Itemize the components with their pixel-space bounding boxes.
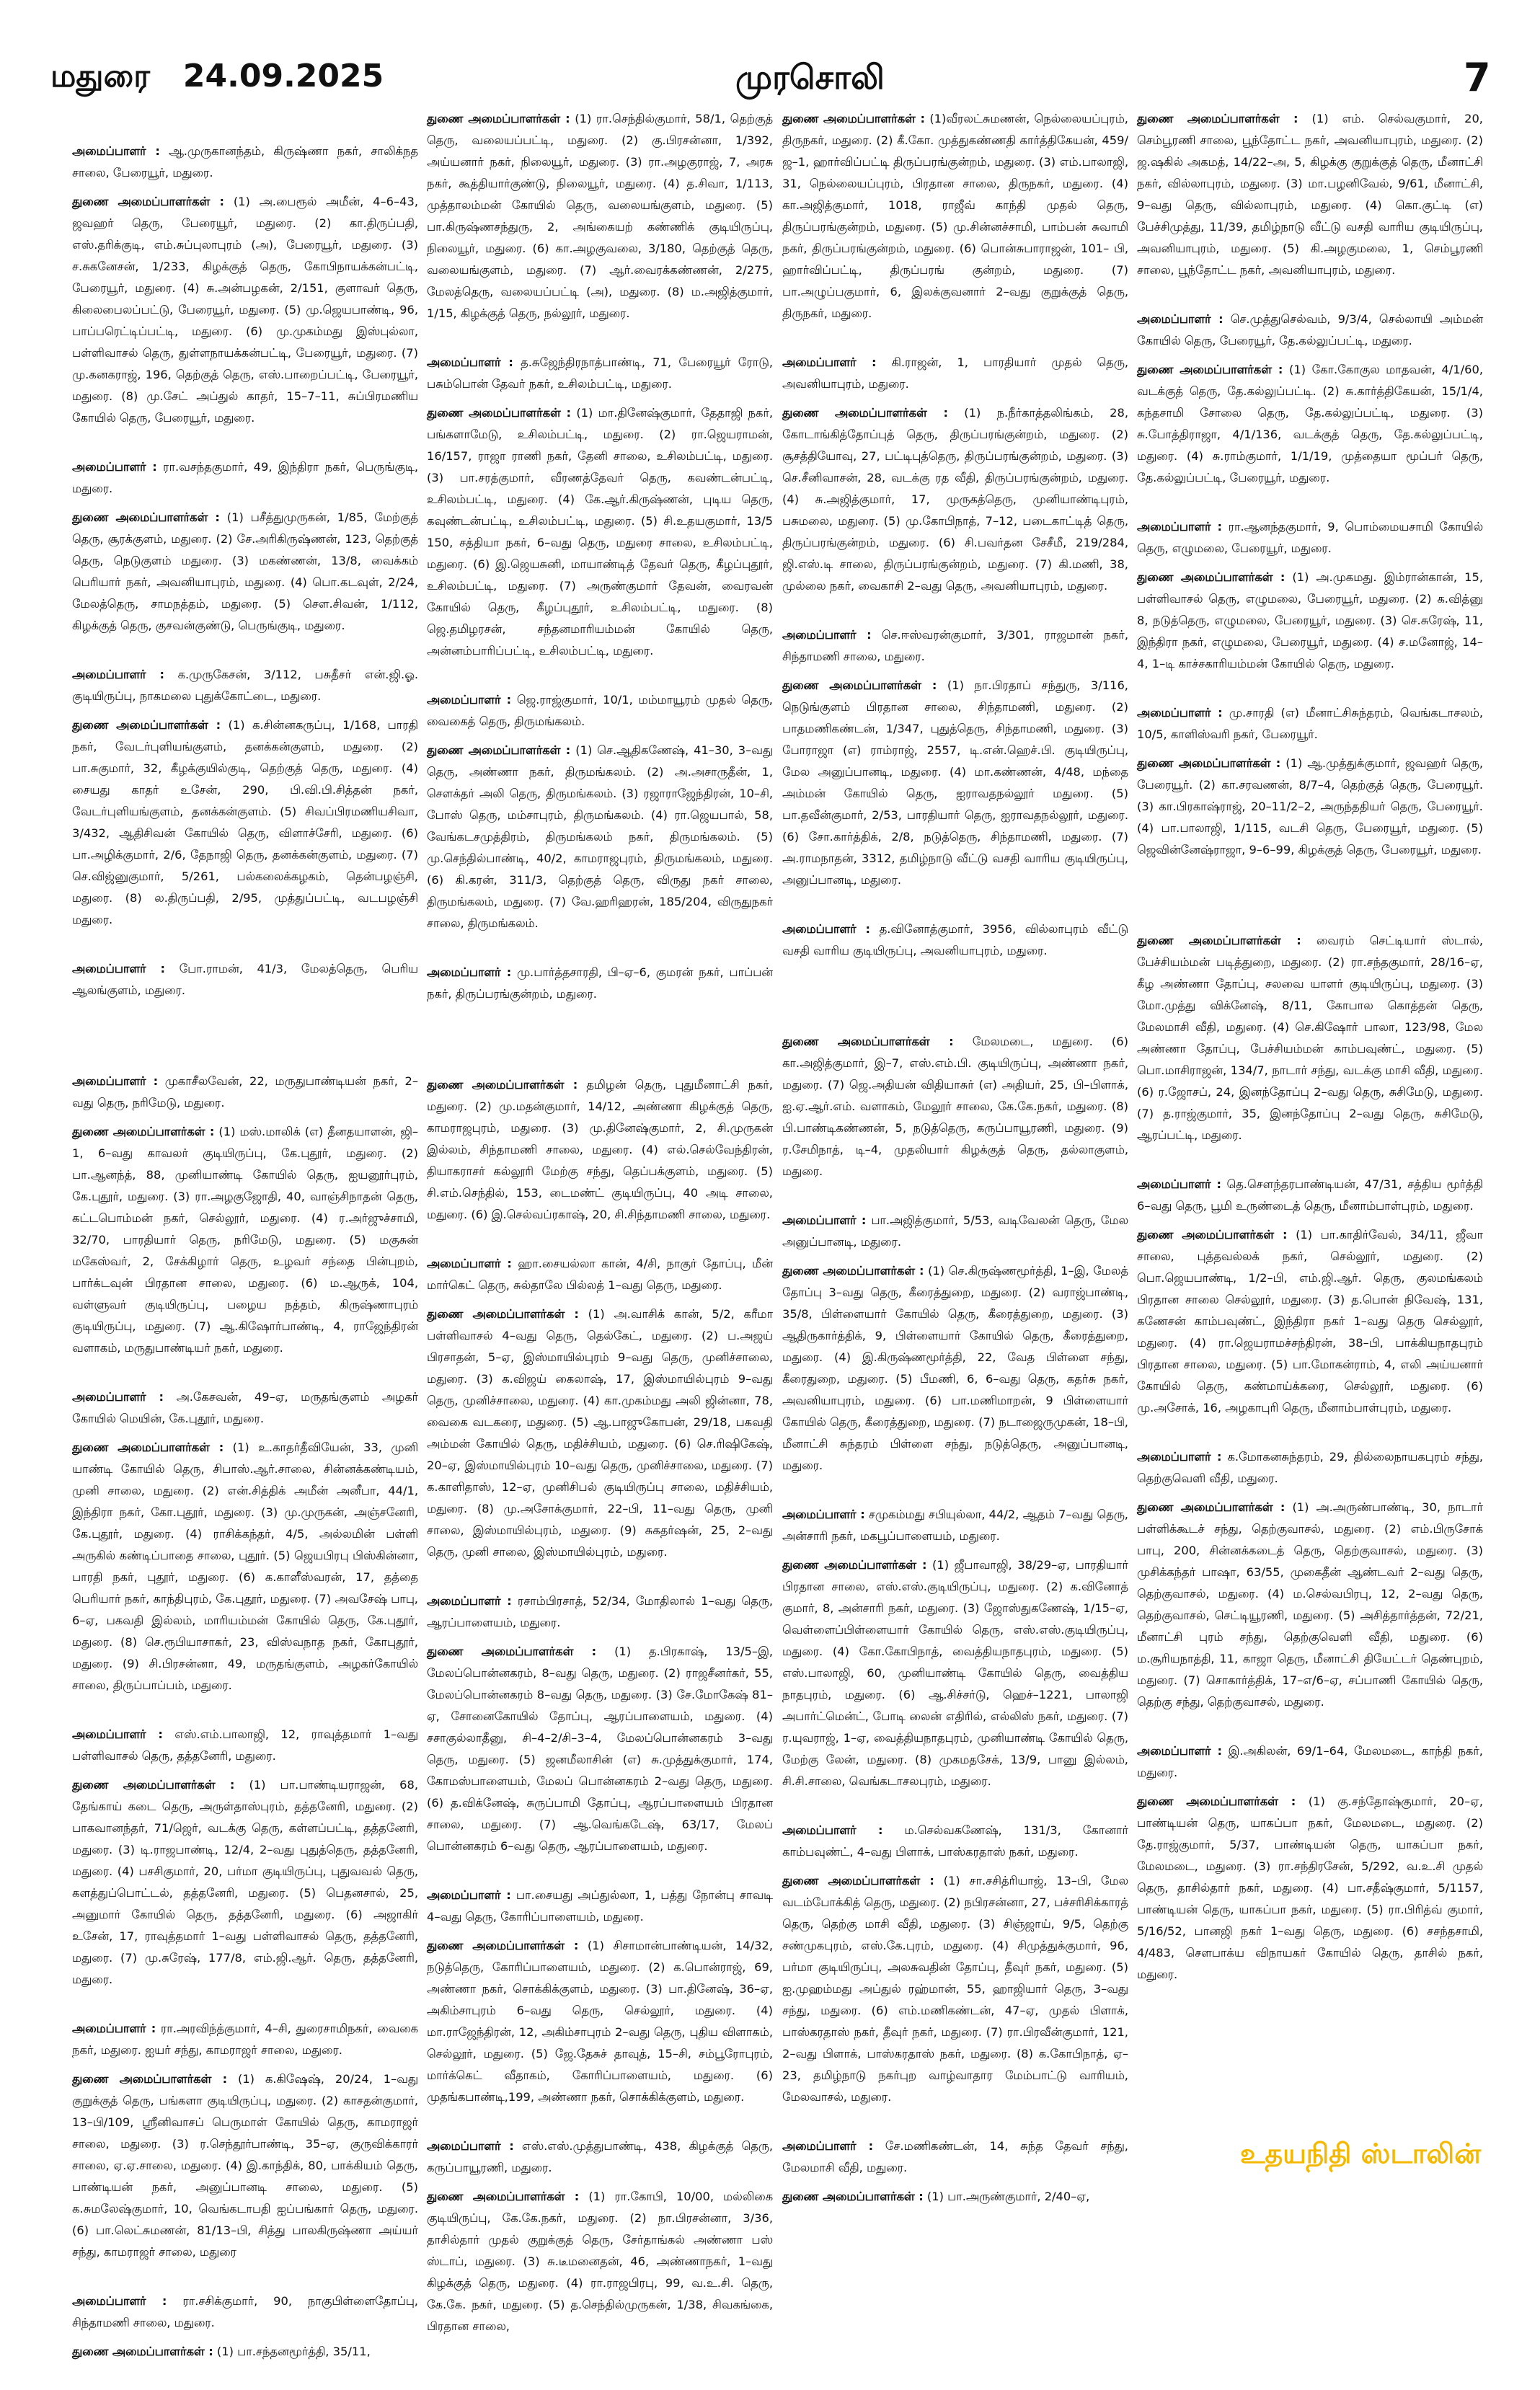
deputy-organizers-line bbox=[427, 1074, 773, 1226]
organizer-line bbox=[782, 919, 1128, 962]
appointment-entry bbox=[1137, 1174, 1483, 1419]
organizer-label: அமைப்பாளர் : bbox=[427, 1257, 512, 1270]
organizer-value: ஜெ.ராஜ்குமார், 10/1, மம்மாயூரம் முதல் தெரு, வைகைத் தெரு, திருமங்கலம். bbox=[427, 693, 773, 728]
deputy-organizers-line bbox=[782, 1260, 1128, 1477]
deputy-organizers-line bbox=[782, 108, 1128, 324]
appointment-entry bbox=[782, 624, 1128, 891]
header-date: 24.09.2025 bbox=[182, 58, 384, 94]
organizer-label: அமைப்பாளர் : bbox=[782, 1508, 865, 1521]
organizer-line bbox=[427, 352, 773, 395]
appointment-entry bbox=[72, 664, 418, 931]
deputy-label: துணை அமைப்பாளர்கள் : bbox=[1137, 1794, 1296, 1808]
deputy-value: (1) செ.ஆதிகணேஷ், 41–30, 3–வது தெரு, அண்ணா நகர், திருமங்கலம். (2) அ.அசாருதீன், 1, சௌக்தர் அலி தெரு, திருமங்கலம். (3) ரஜாராஜேந்திரன், 10–சி, போஸ் தெரு, மம்சாபுரம், திருமங்கலம். (4) ரா.ஜெயபால், 58, வேங்கடசமுத்திரம், திருமங்கலம் நகர், திருமங்கலம். (5) மு.செந்தில்பாண்டி, 40/2, காமராஜபுரம், திருமங்கலம், மதுரை. (6) கி.கரன், 311/3, தெற்குத் தெரு, விருது நகர் சாலை, திருமங்கலம், மதுரை. (7) வே.ஹரிஹரன், 185/204, விருதுநகர் சாலை, திருமங்கலம். bbox=[427, 743, 773, 930]
appointment-entry bbox=[72, 1724, 418, 1991]
organizer-label: அமைப்பாளர் : bbox=[427, 1888, 511, 1902]
deputy-label: துணை அமைப்பாளர்கள் : bbox=[427, 2190, 580, 2203]
deputy-organizers-line bbox=[1137, 1224, 1483, 1419]
deputy-label: துணை அமைப்பாளர்கள் : bbox=[427, 1307, 579, 1321]
deputy-label: துணை அமைப்பாளர்கள் : bbox=[72, 1440, 224, 1454]
deputy-organizers-line bbox=[1137, 1497, 1483, 1713]
appointment-entry bbox=[427, 2135, 773, 2337]
deputy-value: (1) க.கிஷேஷ், 20/24, 1–வது குறுக்குத் தெரு, பங்களா குடியிருப்பு, மதுரை. (2) காசதன்குமார், 13–பி/109, ஸ்ரீனிவாசப் பெருமாள் கோயில் தெரு, காமராஜர் சாலை, மதுரை. (3) ர.செந்தூர்பாண்டி, 35–ஏ, குருவிக்காரர் சாலை, ஏ.ஏ.சாலை, மதுரை. (4) இ.காந்திக், 80, பாக்கியம் தெரு, பாண்டியன் நகர், அனுப்பானடி சாலை, மதுரை. (5) க.சுமலேஷ்குமார், 10, வெங்கடாபதி ஐப்பங்கார் தெரு, மதுரை. (6) பா.லெட்சுமணன், 81/13–பி, சித்து பாலகிருஷ்ணா அய்யர் சந்து, காமராஜர் சாலை, மதுரை bbox=[72, 2072, 418, 2259]
deputy-label: துணை அமைப்பாளர்கள் : bbox=[782, 1558, 927, 1572]
appointment-entry bbox=[1137, 702, 1483, 861]
organizer-line bbox=[1137, 1740, 1483, 1784]
organizer-value: க.முருகேசன், 3/112, பசுதீசர் என்.ஜி.ஓ. குடியிருப்பு, நாகமலை புதுக்கோட்டை, மதுரை. bbox=[72, 668, 419, 703]
organizer-line bbox=[1137, 516, 1483, 559]
appointment-entry bbox=[427, 962, 773, 1005]
organizer-label: அமைப்பாளர் : bbox=[427, 693, 512, 707]
deputy-value: (1) அ.வாசிக் கான், 5/2, கரீமா பள்ளிவாசல் 4–வது தெரு, தெல்கேட், மதுரை. (2) ப.அஜய் பிரசாதன், 5–ஏ, இஸ்மாயில்புரம் 9–வது தெரு, முனிச்சாலை, மதுரை. (3) க.விஜய் கைலாஷ், 17, இஸ்மாயில்புரம் 9–வது தெரு, முனிச்சாலை, மதுரை. (4) கா.முகம்மது அலி ஜின்னா, 78, வைகை வடகரை, மதுரை. (5) ஆ.பாஜுகோபன், 29/18, பகவதி அம்மன் கோயில் தெரு, மதிச்சியம், மதுரை. (6) செ.ரிஷிகேஷ், 20–ஏ, இஸ்மாயில்புரம் 10–வது தெரு, முனிச்சாலை, மதுரை. (7) க.காளிதாஸ், 12–ஏ, முனிசிபல் குடியிருப்பு சாலை, மதிச்சியம், மதுரை. (8) மு.அசோக்குமார், 22–பி, 11–வது தெரு, முனி சாலை, இஸ்மாயில்புரம், மதுரை. (9) சுகதர்ஷன், 25, 2–வது தெரு, முனி சாலை, இஸ்மாயில்புரம், மதுரை. bbox=[427, 1307, 773, 1559]
appointment-entry bbox=[782, 1210, 1128, 1477]
deputy-value: (1) நா.பிரதாப் சந்துரு, 3/116, நெடுங்குளம் பிரதான சாலை, சிந்தாமணி, மதுரை. (2) பாதமணிகண்டன், 1/347, புதுத்தெரு, சிந்தாமணி, மதுரை. (3) போராஜா (எ) ராம்ராஜ், 2557, டி.என்.ஹெச்.பி. குடியிருப்பு, மேல அனுப்பானடி, மதுரை. (4) மா.கண்ணன், 4/48, மந்தை அம்மன் கோயில் தெரு, ஐராவதநல்லூர் மதுரை. (5) பா.தவீன்குமார், 2/53, பாரதியார் தெரு, ஐராவதநல்லூர், மதுரை. (6) சோ.கார்த்திக், 2/8, நடுத்தெரு, சிந்தாமணி, மதுரை. (7) அ.ராமநாதன், 3312, தமிழ்நாடு வீட்டு வசதி வாரிய குடியிருப்பு, அனுப்பானடி, மதுரை. bbox=[782, 678, 1128, 887]
deputy-value: (1) பா.அருண்குமார், 2/40–ஏ, bbox=[926, 2190, 1090, 2203]
organizer-value: ரசாம்பிரசாத், 52/34, மோதிலால் 1–வது தெரு, ஆரப்பாளையம், மதுரை. bbox=[427, 1594, 773, 1629]
organizer-value: எஸ்.எஸ்.முத்துபாண்டி, 438, கிழக்குத் தெரு, கருப்பாயூரணி, மதுரை. bbox=[427, 2139, 773, 2174]
appointment-entry bbox=[782, 1820, 1128, 2108]
deputy-value: (1) செ.கிருஷ்ணமூர்த்தி, 1–இ, மேலத் தோப்பு 3–வது தெரு, கீரைத்துறை, மதுரை. (2) வராஜ்பாண்டி, 35/8, பிள்ளையார் கோயில் தெரு, கீரைத்துறை, மதுரை. (3) ஆதிருகார்த்திக், 9, பிள்ளையார் கோயில் தெரு, கீரைத்துறை, மதுரை. (4) இ.கிருஷ்ணமூர்த்தி, 22, வேத பிள்ளை சந்து, கீரைதுறை, மதுரை. (5) பீமணி, 6, 6–வது தெரு, கதர்சு நகர், அவனியாபுரம், மதுரை. (6) பா.மணிமாறன், 9 பிள்ளையார் கோயில் தெரு, கீரைத்துறை, மதுரை. (7) நடாஜைருமுகன், 18–பி, மீனாட்சி சுந்தரம் பிள்ளை சந்து, நடுத்தெரு, அனுப்பானடி, மதுரை. bbox=[782, 1264, 1128, 1472]
organizer-label: அமைப்பாளர் : bbox=[1137, 312, 1223, 326]
deputy-value: (1) சிசாமான்பாண்டியன், 14/32, நடுத்தெரு, கோரிப்பாளையம், மதுரை. (2) க.பொன்ராஜ், 69, அண்ணா நகர், சொக்கிக்குளம், மதுரை. (3) பா.தினேஷ், 36–ஏ, அகிம்சாபுரம் 6–வது தெரு, செல்லூர், மதுரை. (4) மா.ராஜேந்திரன், 12, அகிம்சாபுரம் 2–வது தெரு, புதிய விளாகம், செல்லூர், மதுரை. (5) ஜே.தேசுச் தாவுத், 15–சி, சம்பூரோபுரம், மார்க்கெட் வீதாகம், கோரிப்பாளையம், மதுரை. (6) முதங்கபாண்டி,199, அண்ணா நகர், சொக்கிக்குளம், மதுரை. bbox=[427, 1939, 773, 2104]
appointment-entry bbox=[72, 141, 418, 429]
organizer-value: செ.முத்துசெல்வம், 9/3/4, செல்லாயி அம்மன் கோயில் தெரு, பேரையூர், தே.கல்லுப்பட்டி, மதுரை. bbox=[1137, 312, 1483, 348]
organizer-label: அமைப்பாளர் : bbox=[72, 2294, 167, 2308]
deputy-value: (1) எம். செல்வகுமார், 20, செம்பூரணி சாலை, பூந்தோட்ட நகர், அவனியாபுரம், மதுரை. (2) ஜ.ஷகில் அகமத், 14/22–அ, 5, கிழக்கு குறுக்குத் தெரு, மீனாட்சி நகர், வில்லாபுரம், மதுரை. (3) மா.பழனிவேல், 9/61, மீனாட்சி, 9–வது தெரு, வில்லாபுரம், மதுரை. (4) கொ.குட்டி (எ) பேச்சிமுத்து, 11/39, தமிழ்நாடு வீட்டு வசதி வாரிய குடியிருப்பு, அவனியாபுரம், மதுரை. (5) கி.அழகுமலை, 1, செம்பூரணி சாலை, பூந்தோட்ட நகர், அவனியாபுரம், மதுரை. bbox=[1137, 112, 1483, 277]
deputy-label: துணை அமைப்பாளர்கள் : bbox=[782, 678, 937, 692]
organizer-value: ஹா.சையல்லா கான், 4/சி, நாகுர் தோப்பு, மீன் மார்கெட் தெரு, சுல்தாலே பில்லத் 1–வது தெரு, மதுரை. bbox=[427, 1257, 773, 1292]
organizer-value: ஆ.முருகானந்தம், கிருஷ்ணா நகர், சாலிக்நத சாலை, பேரையூர், மதுரை. bbox=[72, 144, 419, 180]
deputy-label: துணை அமைப்பாளர்கள் : bbox=[782, 1874, 934, 1887]
deputy-label: துணை அமைப்பாளர்கள் : bbox=[72, 2345, 213, 2358]
organizer-label: அமைப்பாளர் : bbox=[1137, 1177, 1222, 1191]
column-3 bbox=[782, 108, 1128, 2235]
deputy-label: துணை அமைப்பாளர்கள் : bbox=[782, 406, 948, 420]
deputy-value: (1) அ.முகமது. இம்ரான்கான், 15, பள்ளிவாசல் தெரு, எழுமலை, பேரையூர், மதுரை. (2) க.வித்னு 8, நடுத்தெரு, எழுமலை, பேரையூர், மதுரை. (3) செ.சுரேஷ், 11, இந்திரா நகர், எழுமலை, பேரையூர், மதுரை. (4) ச.மனோஜ், 14–4, 1–டி காச்சகாரியம்மன் கோயில் தெரு, மதுரை. bbox=[1137, 570, 1483, 670]
organizer-label: அமைப்பாளர் : bbox=[72, 2022, 156, 2035]
organizer-line bbox=[72, 958, 418, 1001]
organizer-value: எஸ்.எம்.பாலாஜி, 12, ராவுத்தமார் 1–வது பள்ளிவாசல் தெரு, தத்தனேரி, மதுரை. bbox=[72, 1727, 418, 1763]
deputy-label: துணை அமைப்பாளர்கள் : bbox=[427, 743, 571, 757]
appointment-entry bbox=[1137, 516, 1483, 675]
deputy-value: (1) கு.சந்தோஷ்குமார், 20–ஏ, பாண்டியன் தெரு, யாகப்பா நகர், மேலமடை, மதுரை. (2) தே.ராஜ்குமார், 5/37, பாண்டியன் தெரு, யாகப்பா நகர், மேலமடை, மதுரை. (3) ரா.சந்திரசேன், 5/292, வ.உ.சி முதல் தெரு, தாசில்தார் நகர், மதுரை. (4) பா.சதீஷ்குமார், 5/1157, பாண்டியன் தெரு, யாகப்பா நகர், மதுரை. (5) ரா.பிரித்வ் குமார், 5/16/52, பானஜி நகர் 1–வது தெரு, மதுரை. (6) சசந்தசாமி, 4/483, சௌபாக்ய விநாயகர் கோயில் தெரு, தாசில் நகர், மதுரை. bbox=[1137, 1794, 1484, 1981]
deputy-label: துணை அமைப்பாளர்கள் : bbox=[1137, 934, 1301, 947]
deputy-label: துணை அமைப்பாளர்கள் : bbox=[1137, 570, 1285, 584]
deputy-value: (1) ஆ.முத்துக்குமார், ஜவஹர் தெரு, பேரையூர். (2) கா.சரவணன், 8/7–4, தெற்குத் தெரு, பேரையூர். (3) கா.பிரகாஷ்ராஜ், 20–11/2–2, அருந்ததியர் தெரு, பேரையூர். (4) பா.பாலாஜி, 1/115, வடசி தெரு, பேரையூர், மதுரை. (5) ஜெவின்னேஷ்ராஜா, 9–6–99, கிழக்குத் தெரு, பேரையூர், மதுரை. bbox=[1137, 756, 1483, 857]
organizer-line bbox=[427, 689, 773, 733]
organizer-value: பா.சையது அப்துல்லா, 1, பத்து நோன்பு சாவடி 4–வது தெரு, கோரிப்பாளையம், மதுரை. bbox=[427, 1888, 773, 1924]
appointment-entry bbox=[427, 1074, 773, 1226]
organizer-value: த.வினோத்குமார், 3956, வில்லாபுரம் வீட்டு வசதி வாரிய குடியிருப்பு, அவனியாபுரம், மதுரை. bbox=[782, 922, 1128, 957]
deputy-value: (1) பா.காதிர்வேல், 34/11, ஜீவா சாலை, புத்தவல்லக் நகர், செல்லூர், மதுரை. (2) பொ.ஜெயபாண்டி, 1/2–பி, எம்.ஜி.ஆர். தெரு, குலமங்கலம் பிரதான சாலை செல்லூர், மதுரை. (3) த.பொன் நிவேஷ், 131, கணேசன் காம்பவுண்ட், இந்திரா நகர் 1–வது தெரு செல்லூர், மதுரை. (4) ரா.ஜெயராமச்சந்திரன், 38–பி, பாக்கியநாதபுரம் பிரதான சாலை, மதுரை. (5) பா.மோகன்ராம், 4, எலி அய்யனார் கோயில் தெரு, கண்மாய்க்கரை, செல்லூர், மதுரை. (6) மு.அசோக், 16, அழகாபுரி தெரு, மீனாம்பாள்புரம், மதுரை. bbox=[1137, 1228, 1483, 1415]
organizer-value: ரா.சசிக்குமார், 90, நாகுபிள்ளைதோப்பு, சிந்தாமணி சாலை, மதுரை. bbox=[72, 2294, 418, 2329]
appointment-entry bbox=[72, 2018, 418, 2263]
deputy-organizers-line bbox=[1137, 359, 1483, 489]
deputy-organizers-line bbox=[427, 2186, 773, 2337]
organizer-line bbox=[427, 1590, 773, 1634]
organizer-line bbox=[1137, 702, 1483, 745]
organizer-line bbox=[1137, 1174, 1483, 1217]
deputy-label: துணை அமைப்பாளர்கள் : bbox=[72, 1778, 235, 1792]
appointment-entry bbox=[427, 1885, 773, 2108]
appointment-entry bbox=[782, 352, 1128, 597]
organizer-line bbox=[782, 1504, 1128, 1547]
organizer-value: கி.ராஜன், 1, பாரதியார் முதல் தெரு, அவனியாபுரம், மதுரை. bbox=[782, 355, 1128, 391]
deputy-label: துணை அமைப்பாளர்கள் : bbox=[72, 510, 220, 524]
organizer-line bbox=[1137, 309, 1483, 352]
deputy-value: (1) ரா.கோபி, 10/00, மல்லிகை குடியிருப்பு, கே.கே.நகர், மதுரை. (2) நா.பிரசன்னா, 3/36, தாசில்தார் முதல் குறுக்குத் தெரு, சேர்தாங்கல் அண்ணா பஸ் ஸ்டாப், மதுரை. (3) சு.டீமனைதன், 46, அண்ணாநகர், 1–வது கிழக்குத் தெரு, மதுரை. (4) ரா.ராஜபிரபு, 99, வ.உ.சி. தெரு, கே.கே. நகர், மதுரை. (5) த.செந்தில்முருகன், 1/38, சிவகங்கை, பிரதான சாலை, bbox=[427, 2190, 773, 2333]
appointment-entry bbox=[72, 1071, 418, 1359]
deputy-organizers-line bbox=[427, 108, 773, 324]
deputy-organizers-line bbox=[782, 2186, 1128, 2208]
deputy-value: மேலமடை, மதுரை. (6) கா.அஜித்குமார், இ–7, எஸ்.எம்.பி. குடியிருப்பு, அண்ணா நகர், மதுரை. (7) ஜெ.அதியன் விதியாசுர் (எ) அதியர், 25, பி–பிளாக், ஐ.ஏ.ஆர்.எம். வளாகம், மேலூர் சாலை, கே.கே.நகர், மதுரை. (8) பி.பாண்டிகண்ணன், 5, நடுத்தெரு, கருப்பாயூரணி, மதுரை. (9) ர.சேமிநாத், டி–4, முதலியார் கிழக்குத் தெரு, தல்லாகுளம், மதுரை. bbox=[782, 1035, 1128, 1178]
deputy-organizers-line bbox=[427, 1935, 773, 2108]
organizer-value: ரா.ஆனந்தகுமார், 9, பொம்மையசாமி கோயில் தெரு, எழுமலை, பேரையூர், மதுரை. bbox=[1137, 520, 1483, 555]
organizer-line bbox=[72, 1071, 418, 1114]
organizer-label: அமைப்பாளர் : bbox=[72, 1390, 164, 1404]
appointment-entry bbox=[782, 108, 1128, 324]
organizer-label: அமைப்பாளர் : bbox=[1137, 1744, 1223, 1758]
appointment-entry bbox=[1137, 309, 1483, 489]
organizer-line bbox=[782, 2135, 1128, 2179]
deputy-organizers-line bbox=[1137, 567, 1483, 675]
deputy-label: துணை அமைப்பாளர்கள் : bbox=[782, 1264, 924, 1278]
appointment-entry bbox=[427, 689, 773, 934]
organizer-value: தெ.சௌந்தரபாண்டியன், 47/31, சத்திய மூர்த்தி 6–வது தெரு, பூமி உருண்டைத் தெரு, மீனாம்பாள்புரம், மதுரை. bbox=[1137, 1177, 1483, 1213]
deputy-value: (1) அ.அருண்பாண்டி, 30, நாடார் பள்ளிக்கூடச் சந்து, தெற்குவாசல், மதுரை. (2) எம்.பிருசோக் பாபு, 200, சின்னக்கடைத் தெரு, தெற்குவாசல், மதுரை. (3) முசிக்கந்தர் பாஷா, 63/55, முகைதீன் ஆண்டவர் 2–வது தெரு, தெற்குவாசல், மதுரை. (4) ம.செல்வபிரபு, 12, 2–வது தெரு, தெற்குவாசல், செட்டியூரணி, மதுரை. (5) அசித்தார்த்தன், 72/21, மீனாட்சி புரம் சந்து, தெற்குவெளி வீதி, மதுரை. (6) ம.சூரியநாத்தி, 11, காஜா தெரு, மீனாட்சி தியேட்டர் தெண்புறம், மதுரை. (7) சொகார்த்திக், 17–எ/6–ஏ, சப்பாணி கோயில் தெரு, தெற்கு சந்து, தெற்குவாசல், மதுரை. bbox=[1137, 1500, 1483, 1709]
deputy-organizers-line bbox=[72, 714, 418, 931]
appointment-entry bbox=[427, 1253, 773, 1563]
organizer-label: அமைப்பாளர் : bbox=[1137, 1450, 1222, 1464]
column-4 bbox=[1137, 108, 1483, 2013]
deputy-value: (1) மா.தினேஷ்குமார், தேதாஜி நகர், பங்களாமேடு, உசிலம்பட்டி, மதுரை. (2) ரா.ஜெயராமன், 16/157, ராஜா ராணி நகர், தேனி சாலை, உசிலம்பட்டி, மதுரை. (3) பா.சரத்குமார், வீரணத்தேவர் தெரு, கவண்டன்பட்டி, உசிலம்பட்டி, மதுரை. (4) கே.ஆர்.கிருஷ்ணன், புடிய தெரு, கவுண்டன்பட்டி, உசிலம்பட்டி, மதுரை. (5) சி.உதயகுமார், 13/5 150, சத்தியா நகர், 6–வது தெரு, மதுரை சாலை, உசிலம்பட்டி, மதுரை. (6) இ.ஜெயசுனி, மாயாண்டித் தேவர் தெரு, கீழப்புதூர், உசிலம்பட்டி, மதுரை. (7) அருண்குமார் தேவன், வைரவன் கோயில் தெரு, கீழப்புதூர், உசிலம்பட்டி, மதுரை. (8) ஜெ.தமிழரசன், சந்தனமாரியம்மன் கோயில் தெரு, அன்னம்பாரிப்பட்டி, உசிலம்பட்டி, மதுரை. bbox=[427, 406, 774, 658]
organizer-line bbox=[72, 1386, 418, 1430]
organizer-value: இ.அகிலன், 69/1–64, மேலமடை, காந்தி நகர், மதுரை. bbox=[1137, 1744, 1483, 1779]
deputy-value: (1)வீரலட்சுமணன், நெல்லையப்புரம், திருநகர், மதுரை. (2) கீ.கோ. முத்துகண்ணதி கார்த்திகேயன், 459/ஜ–1, ஹார்விப்பட்டி திருப்பரங்குன்றம், மதுரை. (3) எம்.பாலாஜி, 31, நெல்லையப்புரம், பிரதான சாலை, திருநகர், மதுரை. (4) கா.அஜித்குமார், 1018, ராஜீவ் காந்தி முதல் தெரு, திருப்பரங்குன்றம், மதுரை. (5) மு.சின்னச்சாமி, பாம்பன் சுவாமி நகர், திருப்பரங்குன்றம், மதுரை. (6) பொன்சுபாராஜன், 101– பி, ஹார்விப்பட்டி, திருப்பரங் குன்றம், மதுரை. (7) பா.அழுப்பகுமார், 6, இலக்குவனார் 2–வது குறுக்குத் தெரு, திருநகர், மதுரை. bbox=[782, 112, 1128, 320]
deputy-value: (1) த.பிரகாஷ், 13/5–இ, மேலப்பொன்னகரம், 8–வது தெரு, மதுரை. (2) ராஜசீனர்கர், 55, மேலப்பொன்னகரம் 8–வது தெரு, மதுரை. (3) சே.மோகேஷ் 81–ஏ, சோனைகோயில் தோப்பு, ஆரப்பாளையம், மதுரை. (4) சசாகுல்லாதீனு, சி–4–2/சி–3–4, மேலப்பொன்னகரம் 3–வது தெரு, மதுரை. (5) ஜனமீலாசின் (எ) சு.முத்துக்குமார், 174, கோமஸ்பாளையம், மேலப் பொன்னகரம் 2–வது தெரு, மதுரை. (6) த.விக்னேஷ், சுருப்பாமி தோப்பு, ஆரப்பாளையம் பிரதான சாலை, மதுரை. (7) ஆ.வெங்கடேஷ், 63/17, மேலப் பொன்னகரம் 6–வது தெரு, ஆரப்பாளையம், மதுரை. bbox=[427, 1645, 773, 1853]
organizer-label: அமைப்பாளர் : bbox=[782, 355, 877, 369]
deputy-organizers-line bbox=[427, 1304, 773, 1563]
appointment-entry bbox=[1137, 1446, 1483, 1713]
appointment-entry bbox=[782, 1504, 1128, 1792]
deputy-organizers-line bbox=[72, 2341, 418, 2363]
deputy-value: தமிழன் தெரு, புதுமீனாட்சி நகர், மதுரை. (2) மு.மதன்குமார், 14/12, அண்ணா கிழக்குத் தெரு, காமராஜபுரம், மதுரை. (3) மு.தினேஷ்குமார், 2, சி.முருகன் இல்லம், சிந்தாமணி சாலை, மதுரை. (4) எல்.செல்வேந்திரன், தியாகராசர் கல்லூரி மேற்கு சந்து, தெப்பக்குளம், மதுரை. (5) சி.எம்.செந்தில், 153, டைமண்ட் குடியிருப்பு, 40 அடி சாலை, மதுரை. (6) இ.செல்வப்ரகாஷ், 20, சி.சிந்தாமணி சாலை, மதுரை. bbox=[427, 1078, 773, 1221]
deputy-organizers-line bbox=[72, 507, 418, 637]
appointment-entry bbox=[427, 352, 773, 662]
deputy-value: (1) ரா.செந்தில்குமார், 58/1, தெற்குத் தெரு, வலையப்பட்டி, மதுரை. (2) கு.பிரசன்னா, 1/392, அய்யனார் நகர், நிலையூர், மதுரை. (3) ரா.அழகுராஜ், 7, அரசு நகர், கூத்தியார்குண்டு, நிலையூர், மதுரை. (4) த.சிவா, 1/113, முத்தாலம்மன் கோயில் தெரு, வலையங்குளம், மதுரை. (5) பா.கிருஷ்ணசந்துரு, 2, அங்கையற் கண்ணிக் குடியிருப்பு, நிலையூர், மதுரை. (6) கா.அழகுவலை, 3/180, தெற்குத் தெரு, வலையங்குளம், மதுரை. (7) ஆர்.வைரக்கண்ணன், 2/275, மேலத்தெரு, வலையப்பட்டி (அ), மதுரை. (8) ம.அஜித்குமார், 1/15, கிழக்குத் தெரு, நல்லூர், மதுரை. bbox=[427, 112, 773, 320]
organizer-label: அமைப்பாளர் : bbox=[72, 668, 165, 681]
deputy-value: (1) பா.சந்தனமூர்த்தி, 35/11, bbox=[216, 2345, 371, 2358]
deputy-value: (1) அ.பைரூல் அமீன், 4–6–43, ஜவஹர் தெரு, பேரையூர், மதுரை. (2) கா.திருப்பதி, எஸ்.தரிக்குடி, எம்.சுப்புலாபுரம் (அ), பேரையூர், மதுரை. (3) ச.சுகனேசன், 1/233, கிழக்குத் தெரு, கோபிநாயக்கன்பட்டி, பேரையூர், மதுரை. (4) சு.அன்பழகன், 2/151, குளாவர் தெரு, கிலைபைலப்பட்டு, பேரையூர், மதுரை. (5) மு.ஜெயபாண்டி, 96, பாப்பரெட்டிப்பட்டி, மதுரை. (6) மு.முகம்மது இஸ்புல்லா, பள்ளிவாசல் தெரு, துள்ளநாயக்கன்பட்டி, பேரையூர், மதுரை. (7) மு.கனகராஜ், 196, தெற்குத் தெரு, எஸ்.பாறைப்பட்டி, பேரையூர், மதுரை. (8) மு.சேட் அப்துல் காதர், 15–7–11, சுப்பிரமணிய கோயில் தெரு, பேரையூர், மதுரை. bbox=[72, 195, 418, 425]
organizer-value: போ.ராமன், 41/3, மேலத்தெரு, பெரிய ஆலங்குளம், மதுரை. bbox=[72, 962, 419, 997]
organizer-line bbox=[72, 456, 418, 500]
deputy-organizers-line bbox=[782, 402, 1128, 597]
organizer-value: செ.ஈஸ்வரன்குமார், 3/301, ராஜமான் நகர், சிந்தாமணி சாலை, மதுரை. bbox=[782, 628, 1128, 663]
organizer-value: முகாசீலவேன், 22, மருதுபாண்டியன் நகர், 2–வது தெரு, நரிமேடு, மதுரை. bbox=[72, 1074, 419, 1110]
deputy-label: துணை அமைப்பாளர்கள் : bbox=[782, 2190, 924, 2203]
organizer-label: அமைப்பாளர் : bbox=[72, 144, 160, 158]
deputy-organizers-line bbox=[427, 1641, 773, 1857]
page-header bbox=[0, 0, 1540, 108]
deputy-label: துணை அமைப்பாளர்கள் : bbox=[1137, 112, 1298, 125]
organizer-line bbox=[782, 624, 1128, 668]
organizer-line bbox=[427, 2135, 773, 2179]
organizer-label: அமைப்பாளர் : bbox=[72, 1727, 163, 1741]
page-number: 7 bbox=[1464, 55, 1491, 100]
organizer-value: அ.கேசவன், 49–ஏ, மருதங்குளம் அழகர் கோயில் மெயின், கே.புதூர், மதுரை. bbox=[72, 1390, 418, 1425]
organizer-label: அமைப்பாளர் : bbox=[782, 1213, 867, 1227]
deputy-label: துணை அமைப்பாளர்கள் : bbox=[427, 1078, 578, 1092]
deputy-label: துணை அமைப்பாளர்கள் : bbox=[72, 195, 225, 208]
appointment-entry bbox=[72, 1386, 418, 1696]
organizer-line bbox=[72, 664, 418, 707]
signature: உதயநிதி ஸ்டாலின் bbox=[1240, 2138, 1482, 2169]
deputy-label: துணை அமைப்பாளர்கள் : bbox=[1137, 363, 1283, 376]
deputy-label: துணை அமைப்பாளர்கள் : bbox=[427, 1939, 579, 1952]
deputy-label: துணை அமைப்பாளர்கள் : bbox=[782, 1035, 954, 1048]
organizer-line bbox=[427, 1885, 773, 1928]
appointment-entry bbox=[427, 108, 773, 324]
organizer-label: அமைப்பாளர் : bbox=[427, 965, 512, 979]
organizer-value: க.மோகனசுந்தரம், 29, தில்லைநாயகபுரம் சந்து, தெற்குவெளி வீதி, மதுரை. bbox=[1137, 1450, 1483, 1485]
organizer-line bbox=[427, 962, 773, 1005]
deputy-organizers-line bbox=[782, 1031, 1128, 1182]
deputy-organizers-line bbox=[72, 2068, 418, 2263]
deputy-value: வைரம் செட்டியார் ஸ்டால், பேச்சியம்மன் படித்துறை, மதுரை. (2) ரா.சந்தகுமார், 28/16–ஏ, கீழ அண்ணா தோப்பு, சலவை யாளர் குடியிருப்பு, மதுரை. (3) மோ.முத்து விக்னேஷ், 8/11, கோபால கொத்தன் தெரு, மேலமாசி வீதி, மதுரை. (4) செ.கிஷோர் பாலா, 123/98, மேல அண்ணா தோப்பு, பேச்சியம்மன் காம்பவுண்ட், மதுரை. (5) பொ.மாசிராஜன், 134/7, நாடார் சந்து, வடக்கு மாசி வீதி, மதுரை. (6) ர.ஜோசப், 24, இனந்தோப்பு 2–வது தெரு, சுசிமேடு, மதுரை. (7) த.ராஜ்குமார், 35, இனந்தோப்பு 2–வது தெரு, சுசிமேடு, ஆரப்பட்டி, மதுரை. bbox=[1137, 934, 1483, 1142]
organizer-label: அமைப்பாளர் : bbox=[1137, 520, 1223, 534]
appointment-entry bbox=[1137, 108, 1483, 281]
appointment-entry bbox=[1137, 1740, 1483, 1986]
deputy-organizers-line bbox=[782, 1870, 1128, 2108]
organizer-line bbox=[72, 2018, 418, 2061]
organizer-line bbox=[72, 1724, 418, 1767]
deputy-organizers-line bbox=[782, 1554, 1128, 1792]
organizer-label: அமைப்பாளர் : bbox=[427, 355, 513, 369]
organizer-label: அமைப்பாளர் : bbox=[72, 962, 166, 975]
column-2 bbox=[427, 108, 773, 2365]
organizer-value: ம.செல்வகணேஷ், 131/3, கோனார் காம்பவுண்ட், 4–வது பிளாக், பாஸ்கரதாஸ் நகர், மதுரை. bbox=[782, 1823, 1128, 1859]
organizer-label: அமைப்பாளர் : bbox=[782, 628, 872, 642]
organizer-value: சே.மணிகண்டன், 14, சுந்த தேவர் சந்து, மேலமாசி வீதி, மதுரை. bbox=[782, 2139, 1128, 2174]
appointment-entry bbox=[72, 456, 418, 637]
organizer-label: அமைப்பாளர் : bbox=[72, 460, 157, 474]
organizer-label: அமைப்பாளர் : bbox=[427, 1594, 512, 1608]
deputy-organizers-line bbox=[1137, 930, 1483, 1146]
deputy-organizers-line bbox=[427, 740, 773, 934]
deputy-organizers-line bbox=[1137, 108, 1483, 281]
organizer-line bbox=[782, 1210, 1128, 1253]
organizer-value: ரா.அரவிந்த்குமார், 4–சி, துரைசாமிநகர், வைகை நகர், மதுரை. ஐயர் சந்து, காமராஜர் சாலை, மதுரை. bbox=[72, 2022, 418, 2057]
organizer-value: சமுகம்மது சபியுல்லா, 44/2, ஆதம் 7–வது தெரு, அன்சாரி நகர், மகபூப்பாளையம், மதுரை. bbox=[782, 1508, 1128, 1543]
deputy-label: துணை அமைப்பாளர்கள் : bbox=[782, 112, 925, 125]
organizer-line bbox=[782, 352, 1128, 395]
organizer-value: மு.பார்த்தசாரதி, பி–ஏ–6, குமரன் நகர், பாப்பன் நகர், திருப்பரங்குன்றம், மதுரை. bbox=[427, 965, 773, 1001]
deputy-value: (1) பசீத்துமுருகன், 1/85, மேற்குத் தெரு, சூரக்குளம், மதுரை. (2) சே.அரிகிருஷ்ணன், 123, தெற்குத் தெரு, நெடுகுளம் மதுரை. (3) மகண்ணன், 13/8, வைக்கம் பெரியார் நகர், அவனியாபுரம், மதுரை. (4) பொ.கடவுள், 2/24, மேலத்தெரு, சாமநத்தம், மதுரை. (5) சௌ.சிவன், 1/112, கிழக்குத் தெரு, குசவன்குண்டு, பெருங்குடி, மதுரை. bbox=[72, 510, 418, 632]
deputy-organizers-line bbox=[72, 1437, 418, 1696]
deputy-organizers-line bbox=[72, 1121, 418, 1359]
organizer-line bbox=[72, 2291, 418, 2334]
deputy-label: துணை அமைப்பாளர்கள் : bbox=[427, 1645, 597, 1658]
organizer-label: அமைப்பாளர் : bbox=[427, 2139, 514, 2153]
deputy-organizers-line bbox=[427, 402, 773, 662]
masthead-title: முரசொலி bbox=[735, 58, 885, 97]
deputy-value: (1) உ.காதர்தீவியேன், 33, முனி யாண்டி கோயில் தெரு, சிபாஸ்.ஆர்.சாலை, சின்னக்கண்டியம், முனி சாலை, மதுரை. (2) என்.சித்திக் அமீன் அனீபா, 44/1, இந்திரா நகர், கோ.புதூர், மதுரை. (3) மு.முருகன், அஞ்சனேரி, கே.புதூர், மதுரை. (4) ராசிக்கந்தர், 4/5, அல்லமின் பள்ளி அருகில் கண்டிப்பாதை சாலை, புதூர். (5) ஜெயபிரபு பிஸ்கின்னா, பாரதி நகர், புதூர், மதுரை. (6) க.காளீஸ்வரன், 17, தத்தை பெரியார் நகர், காந்திபுரம், கே.புதூர், மதுரை. (7) அவசேஷ் பாபு, 6–ஏ, பகவதி இல்லம், மாரியம்மன் கோயில் தெரு, கே.புதூர், மதுரை. (8) செ.ரூபியாசாகர், 23, விஸ்வநாத நகர், கோபுதூர், மதுரை. (9) சி.பிரசன்னா, 49, மருதங்குளம், அழகர்கோயில் சாலை, திருப்பாப்பம், மதுரை. bbox=[72, 1440, 418, 1692]
organizer-line bbox=[72, 141, 418, 184]
organizer-value: பா.அஜித்குமார், 5/53, வடிவேலன் தெரு, மேல அனுப்பானடி, மதுரை. bbox=[782, 1213, 1128, 1249]
deputy-value: (1) பா.பாண்டியராஜன், 68, தேங்காய் கடை தெரு, அருள்தாஸ்புரம், தத்தனேரி, மதுரை. (2) பாகவானந்தர், 71/ஜெர், வடக்கு தெரு, கள்ளப்பட்டி, தத்தனேரி, மதுரை. (3) டி.ராஜபாண்டி, 12/4, 2–வது புதுத்தெரு, தத்தனேரி, மதுரை. (4) பசசிகுமார், 20, பர்மா குடியிருப்பு, புதுவவல் தெரு, களத்துப்பொட்டல், தத்தனேரி, மதுரை. (5) பெதனசால், 25, அனுமார் கோயில் தெரு, தத்தனேரி, மதுரை. (6) அஜாகிர் உசேன், 17, ராவுத்தமார் 1–வது பள்ளிவாசல் தெரு, தத்தனேரி, மதுரை. (7) மு.சுரேஷ், 177/8, எம்.ஜி.ஆர். தெரு, தத்தனேரி, மதுரை. bbox=[72, 1778, 418, 1986]
deputy-value: (1) ந.நீர்காத்தலிங்கம், 28, கோடாங்கித்தோப்புத் தெரு, திருப்பரங்குன்றம், மதுரை. (2) சூசத்தியோவு, 27, பட்டிபுத்தெரு, திருப்பரங்குன்றம், மதுரை. (3) செ.சீனிவாசன், 28, வடக்கு ரத வீதி, திருப்பரங்குன்றம், மதுரை. (4) சு.அஜித்குமார், 17, முருகத்தெரு, முனியாண்டிபுரம், பசுமலை, மதுரை. (5) மு.கோபிநாத், 7–12, படைகாட்டித் தெரு, திருப்பரங்குன்றம், மதுரை. (6) சி.பவர்தன சேசீமீ, 219/284, ஜி.எஸ்.டி சாலை, திருப்பரங்குன்றம், மதுரை. (7) கி.மணி, 38, முல்லை நகர், வைகாசி 2–வது தெரு, அவனியாபுரம், மதுரை. bbox=[782, 406, 1128, 593]
organizer-line bbox=[427, 1253, 773, 1296]
deputy-organizers-line bbox=[1137, 753, 1483, 861]
organizer-value: மு.சாரதி (எ) மீனாட்சிசுந்தரம், வெங்கடாசலம், 10/5, காளிஸ்வரி நகர், பேரையூர். bbox=[1137, 706, 1483, 741]
appointment-entry bbox=[427, 1590, 773, 1857]
deputy-label: துணை அமைப்பாளர்கள் : bbox=[1137, 1228, 1288, 1242]
organizer-line bbox=[1137, 1446, 1483, 1490]
organizer-value: த.சுஜேந்திரநாத்பாண்டி, 71, பேரையூர் ரோடு, பசும்பொன் தேவர் நகர், உசிலம்பட்டி, மதுரை. bbox=[427, 355, 773, 391]
deputy-value: (1) மஸ்.மாலிக் (எ) தீனதயாளன், ஜி–1, 6–வது காவலர் குடியிருப்பு, கே.புதூர், மதுரை. (2) பா.ஆனந்த், 88, முனியாண்டி கோயில் தெரு, ஐயனூர்புரம், கே.புதூர், மதுரை. (3) ரா.அழகுஜோதி, 40, வாஞ்சிநாதன் தெரு, கட்டபொம்மன் நகர், செல்லூர், மதுரை. (4) ர.அர்ஜுச்சாமி, 32/70, பாரதியார் தெரு, நரிமேடு, மதுரை. (5) மகுசுன் மகேஸ்வர், 2, சேக்கிழார் தெரு, உழவர் சந்தை பின்புறம், பார்க்டவுன் பிரதான சாலை, மதுரை. (6) ம.ஆருக், 104, வள்ளுவர் குடியிருப்பு, பழைய நத்தம், கிருஷ்ணாபுரம் குடியிருப்பு, மதுரை. (7) ஆ.கிஷோர்பாண்டி, 4, ராஜேந்திரன் வளாகம், மருதுபாண்டியர் நகர், மதுரை. bbox=[72, 1125, 418, 1355]
deputy-organizers-line bbox=[1137, 1791, 1483, 1986]
organizer-label: அமைப்பாளர் : bbox=[1137, 706, 1223, 720]
appointment-entry bbox=[782, 919, 1128, 962]
organizer-line bbox=[782, 1820, 1128, 1863]
deputy-organizers-line bbox=[72, 1774, 418, 1991]
deputy-label: துணை அமைப்பாளர்கள் : bbox=[1137, 756, 1281, 770]
appointment-entry bbox=[72, 958, 418, 1001]
deputy-organizers-line bbox=[72, 191, 418, 429]
deputy-label: துணை அமைப்பாளர்கள் : bbox=[72, 2072, 228, 2086]
appointment-entry bbox=[782, 1031, 1128, 1182]
organizer-label: அமைப்பாளர் : bbox=[72, 1074, 159, 1088]
deputy-value: (1) ஜீபாவாஜி, 38/29–ஏ, பாரதியார் பிரதான சாலை, எஸ்.எஸ்.குடியிருப்பு, மதுரை. (2) க.வினோத் குமார், 8, அன்சாரி நகர், மதுரை. (3) ஜோஸ்துகணேஷ், 1/15–ஏ, வெள்ளைப்பிள்ளையார் கோயில் தெரு, எஸ்.எஸ்.குடியிருப்பு, மதுரை. (4) கோ.கோபிநாத், வைத்தியநாதபுரம், மதுரை. (5) எஸ்.பாலாஜி, 60, முனியாண்டி கோயில் தெரு, வைத்திய நாதபுரம், மதுரை. (6) ஆ.சிச்சர்டு, ஹெச்–1221, பாலாஜி அபார்ட்மென்ட், போடி லைன் எதிரில், எல்லிஸ் நகர், மதுரை. (7) ர.யுவராஜ், 1–ஏ, வைத்தியநாதபுரம், முனியாண்டி கோயில் தெரு, மேற்கு லேன், மதுரை. (8) முகமதசேக், 13/9, பானு இல்லம், சி.சி.சாலை, வெங்கடாசலபுரம், மதுரை. bbox=[782, 1558, 1128, 1788]
header-city: மதுரை bbox=[50, 58, 150, 94]
deputy-label: துணை அமைப்பாளர்கள் : bbox=[1137, 1500, 1285, 1514]
deputy-value: (1) சா.சசித்ரியாஜ், 13–பி, மேல வடம்போக்கித் தெரு, மதுரை. (2) நபிரசன்னா, 27, பச்சரிசிக்காரத் தெரு, தெற்கு மாசி வீதி, மதுரை. (3) சிஞ்ஜாய், 9/5, தெற்கு சண்முகபுரம், எஸ்.கே.புரம், மதுரை. (4) சிமுத்துக்குமார், 96, பர்மா குடியிருப்பு, அலசுவதின் தோப்பு, தீவுர் நகர், மதுரை. (5) ஐ.முஹம்மது அப்துல் ரஹ்மான், 55, ஹாஜியார் தெரு, 3–வது சந்து, மதுரை. (6) எம்.மணிகண்டன், 47–ஏ, முதல் பிளாக், பாஸ்கரதாஸ் நகர், தீவுர் நகர், மதுரை. (7) ரா.பிரவீன்குமார், 121, 2–வது பிளாக், பாஸ்கரதாஸ் நகர், மதுரை. (8) க.கோபிநாத், ஏ–23, தமிழ்நாடு நகர்புற வாழ்வாதார மேம்பாட்டு வாரியம், மேலவாசல், மதுரை. bbox=[782, 1874, 1128, 2104]
organizer-label: அமைப்பாளர் : bbox=[782, 922, 871, 936]
deputy-value: (1) க.சின்னகருப்பு, 1/168, பாரதி நகர், வேடர்புளியங்குளம், தனக்கன்குளம், மதுரை. (2) பா.சுகுமார், 32, கீழக்குயில்குடி, தெற்குத் தெரு, மதுரை. (4) சையது காதர் உசேன், 290, பி.வி.பி.சித்தன் நகர், வேடர்புளியங்குளம், தனக்கன்குளம். (5) சிவப்பிரமணியசிவா, 3/432, ஆதிசிவன் கோயில் தெரு, விளாச்சேரி, மதுரை. (6) பா.அழிக்குமார், 2/6, தேநாஜி தெரு, தனக்கன்குளம், மதுரை. (7) செ.விஜ்னுகுமார், 5/261, பல்கலைக்கழகம், தென்பழஞ்சி, மதுரை. (8) ல.திருப்பதி, 2/95, முத்துப்பட்டி, வடபழஞ்சி மதுரை. bbox=[72, 718, 418, 926]
deputy-organizers-line bbox=[782, 675, 1128, 891]
appointment-entry bbox=[782, 2135, 1128, 2208]
column-1 bbox=[72, 141, 418, 2390]
deputy-value: (1) கோ.கோகுல மாதவன், 4/1/60, வடக்குத் தெரு, தே.கல்லுப்பட்டி. (2) சு.கார்த்திகேயன், 15/1/4, கந்தசாமி சோலை தெரு, தே.கல்லுப்பட்டி, மதுரை. (3) சு.போத்திராஜா, 4/1/136, வடக்குத் தெரு, தே.கல்லுப்பட்டி, மதுரை. (4) சு.ராம்குமார், 1/1/19, முத்தையா மூப்பர் தெரு, தே.கல்லுப்பட்டி, பேரையூர், மதுரை. bbox=[1137, 363, 1483, 484]
appointment-entry bbox=[1137, 930, 1483, 1146]
deputy-label: துணை அமைப்பாளர்கள் : bbox=[427, 112, 570, 125]
organizer-label: அமைப்பாளர் : bbox=[782, 1823, 883, 1837]
deputy-label: துணை அமைப்பாளர்கள் : bbox=[427, 406, 571, 420]
header-city-date bbox=[50, 58, 384, 99]
organizer-label: அமைப்பாளர் : bbox=[782, 2139, 874, 2153]
appointment-entry bbox=[72, 2291, 418, 2363]
deputy-label: துணை அமைப்பாளர்கள் : bbox=[72, 1125, 215, 1138]
organizer-value: ரா.வசந்தகுமார், 49, இந்திரா நகர், பெருங்குடி, மதுரை. bbox=[72, 460, 418, 495]
deputy-label: துணை அமைப்பாளர்கள் : bbox=[72, 718, 221, 732]
